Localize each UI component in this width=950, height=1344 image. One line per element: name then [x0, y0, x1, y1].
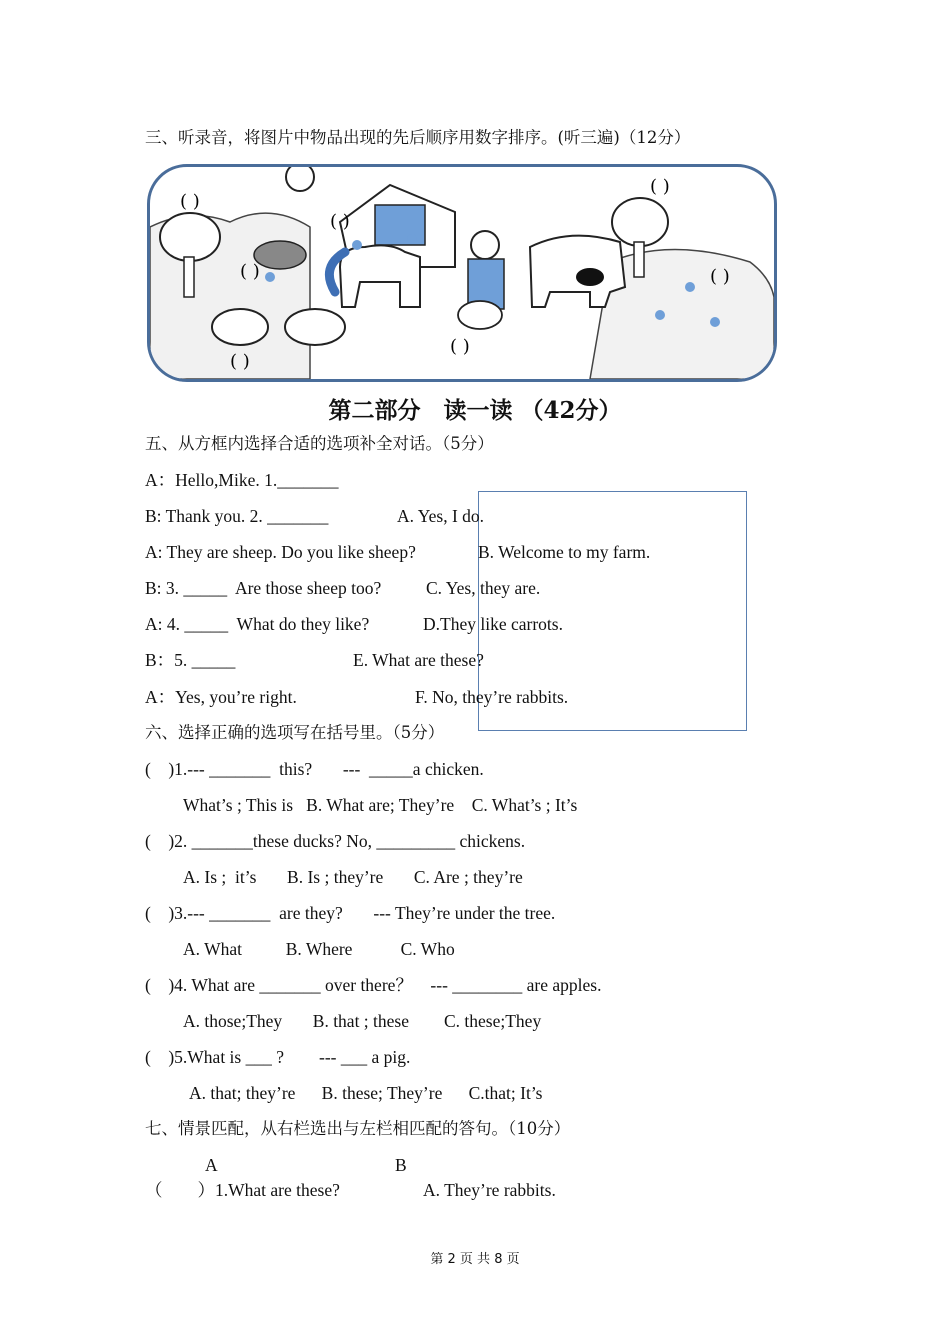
match-row-1-left: （ ）1.What are these?	[145, 1180, 340, 1200]
dialog-line-2: B: Thank you. 2. _______	[145, 506, 329, 526]
question-2: ( )2. _______these ducks? No, _________ chickens.	[145, 831, 526, 851]
column-a-header: A	[205, 1155, 218, 1175]
option-a: A. Yes, I do.	[397, 506, 485, 526]
svg-text:( ): ( )	[450, 336, 470, 357]
dialog-line-1: A：Hello,Mike. 1._______	[145, 470, 339, 490]
option-b: B. Welcome to my farm.	[478, 542, 651, 562]
question-1: ( )1.--- _______ this? --- _____a chicken.	[145, 759, 484, 779]
question-4-options: A. those;They B. that ; these C. these;They	[183, 1011, 542, 1031]
question-4: ( )4. What are _______ over there？ --- ________ are apples.	[145, 975, 602, 995]
dialog-line-6: B：5. _____	[145, 650, 236, 670]
question-1-options: What’s ; This is B. What are; They’re C. What’s ; It’s	[183, 795, 578, 815]
svg-text:( ): ( )	[240, 261, 260, 282]
option-d: D.They like carrots.	[423, 614, 563, 634]
dialog-line-4: B: 3. _____ Are those sheep too?	[145, 578, 382, 598]
option-c: C. Yes, they are.	[426, 578, 541, 598]
column-b-header: B	[395, 1155, 407, 1175]
dialog-line-5: A: 4. _____ What do they like?	[145, 614, 370, 634]
option-e: E. What are these?	[353, 650, 484, 670]
svg-text:( ): ( )	[710, 266, 730, 287]
svg-text:( ): ( )	[330, 211, 350, 232]
question-3: ( )3.--- _______ are they? --- They’re under the tree.	[145, 903, 556, 923]
option-f: F. No, they’re rabbits.	[415, 687, 569, 707]
dialog-line-3: A: They are sheep. Do you like sheep?	[145, 542, 416, 562]
section6-title: 六、选择正确的选项写在括号里。（5分）	[145, 723, 445, 742]
question-3-options: A. What B. Where C. Who	[183, 939, 455, 959]
section3-title: 三、听录音，将图片中物品出现的先后顺序用数字排序。(听三遍)（12分）	[145, 128, 691, 147]
dialog-line-7: A：Yes, you’re right.	[145, 687, 297, 707]
page-footer: 第 2 页 共 8 页	[430, 1252, 520, 1267]
section7-title: 七、情景匹配，从右栏选出与左栏相匹配的答句。（10分）	[145, 1119, 571, 1138]
farm-picture	[147, 164, 777, 382]
question-5-options: A. that; they’re B. these; They’re C.that; It’s	[189, 1083, 543, 1103]
svg-text:( ): ( )	[180, 191, 200, 212]
section5-title: 五、从方框内选择合适的选项补全对话。（5分）	[145, 434, 494, 453]
svg-text:( ): ( )	[230, 351, 250, 372]
svg-text:( ): ( )	[650, 176, 670, 197]
farm-scene-illustration	[150, 167, 774, 379]
match-row-1-right: A. They’re rabbits.	[423, 1180, 556, 1200]
question-2-options: A. Is ; it’s B. Is ; they’re C. Are ; they’re	[183, 867, 523, 887]
part2-heading: 第二部分 读一读 （42分）	[328, 397, 622, 424]
question-5: ( )5.What is ___ ? --- ___ a pig.	[145, 1047, 411, 1067]
